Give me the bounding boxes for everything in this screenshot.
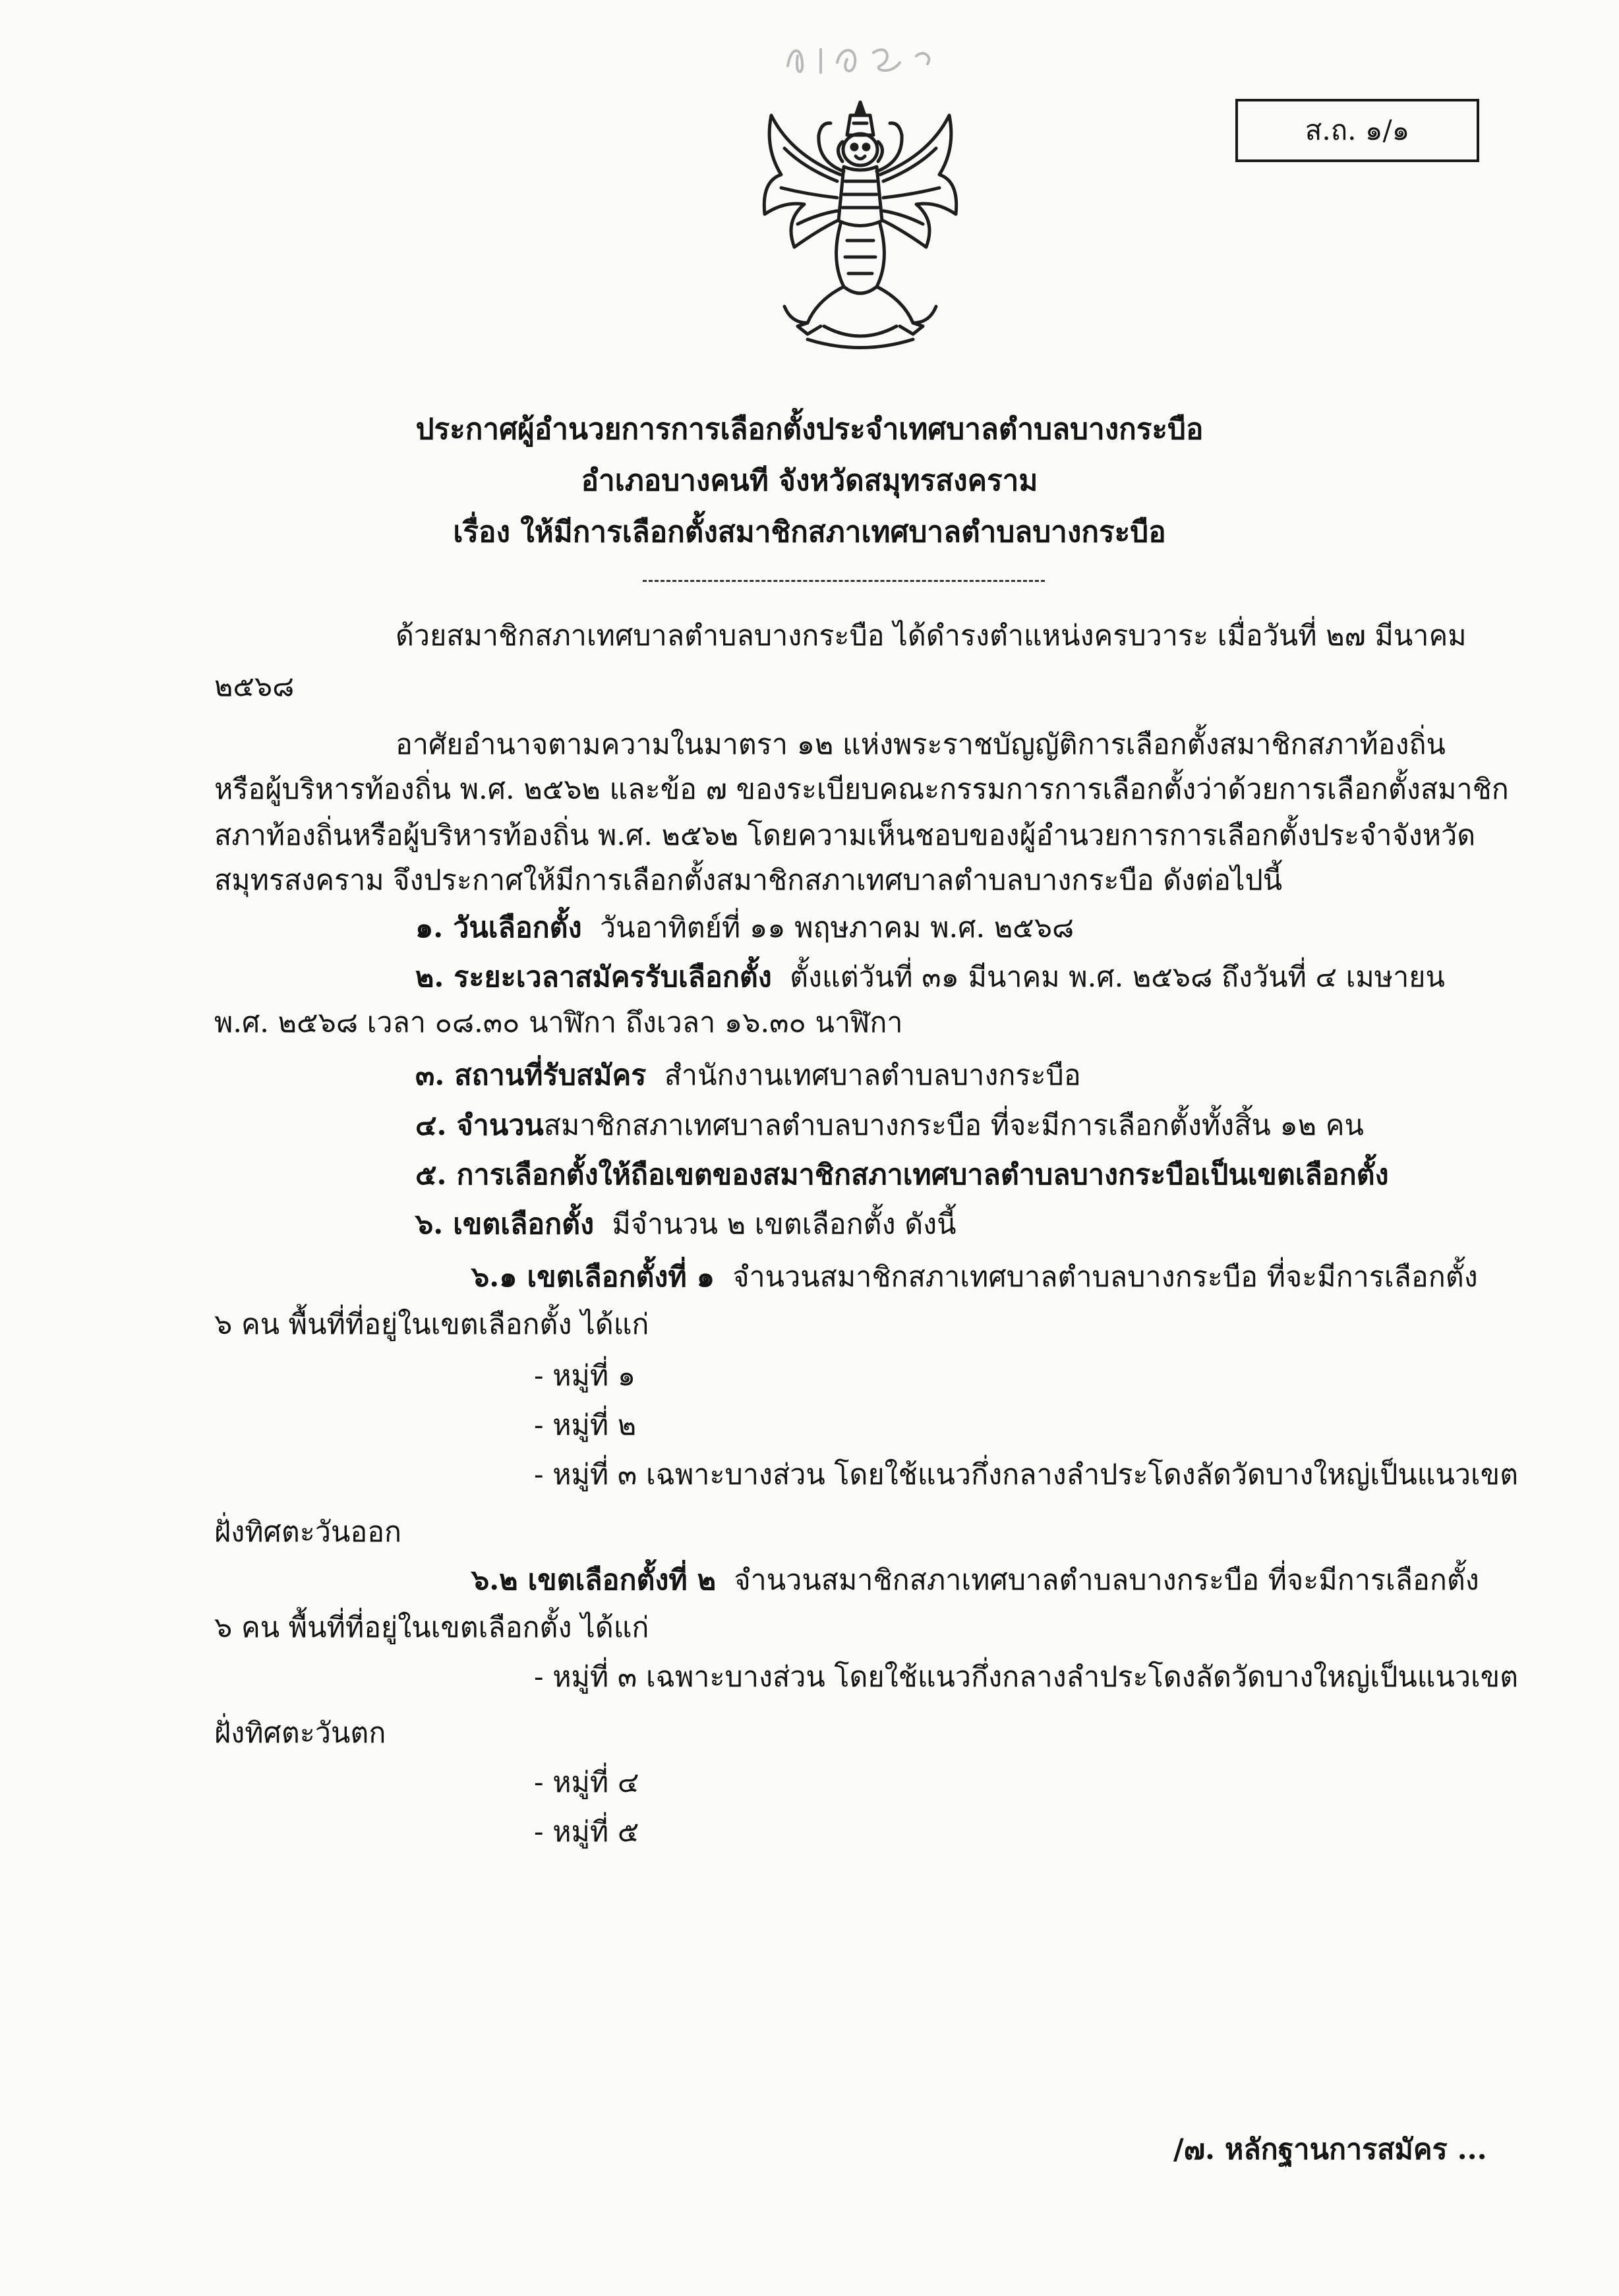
item-6-text: มีจำนวน ๒ เขตเลือกตั้ง ดังนี้ <box>612 1208 957 1241</box>
announcement-title: ประกาศผู้อำนวยการการเลือกตั้งประจำเทศบาลตำบลบางกระบือ <box>415 413 1204 446</box>
paragraph-2-line-1: อาศัยอำนาจตามความในมาตรา ๑๒ แห่งพระราชบัญญัติการเลือกตั้งสมาชิกสภาท้องถิ่น <box>396 728 1446 761</box>
item-3-text: สำนักงานเทศบาลตำบลบางกระบือ <box>664 1059 1081 1092</box>
item-2-continuation: พ.ศ. ๒๕๖๘ เวลา ๐๘.๓๐ นาฬิกา ถึงเวลา ๑๖.๓๐ นาฬิกา <box>214 1006 903 1039</box>
garuda-emblem-icon <box>745 89 976 359</box>
district-2-village-2: - หมู่ที่ ๔ <box>534 1766 639 1799</box>
item-3-label: ๓. สถานที่รับสมัคร <box>415 1059 647 1092</box>
district-2 <box>471 1561 1479 1600</box>
district-1-village-3: - หมู่ที่ ๓ เฉพาะบางส่วน โดยใช้แนวกึ่งกลางลำประโดงลัดวัดบางใหญ่เป็นแนวเขต <box>534 1458 1519 1491</box>
district-2-continuation: ๖ คน พื้นที่ที่อยู่ในเขตเลือกตั้ง ได้แก่ <box>214 1611 649 1644</box>
item-4-text: สมาชิกสภาเทศบาลตำบลบางกระบือ ที่จะมีการเลือกตั้งทั้งสิ้น ๑๒ คน <box>543 1109 1364 1142</box>
title-divider <box>643 580 1045 582</box>
item-2-application-period <box>415 958 1445 997</box>
district-2-village-3: - หมู่ที่ ๕ <box>534 1816 639 1849</box>
paragraph-1-line-2: ๒๕๖๘ <box>214 670 295 703</box>
continuation-note: /๗. หลักฐานการสมัคร ... <box>1173 2133 1487 2166</box>
item-1-text: วันอาทิตย์ที่ ๑๑ พฤษภาคม พ.ศ. ๒๕๖๘ <box>599 911 1074 944</box>
district-1-village-3-continuation: ฝั่งทิศตะวันออก <box>214 1516 402 1549</box>
district-1-village-2: - หมู่ที่ ๒ <box>534 1409 637 1442</box>
item-4-member-count <box>415 1106 1364 1145</box>
form-code-box <box>1235 99 1479 162</box>
district-1 <box>471 1257 1478 1297</box>
item-5-constituency-rule: ๕. การเลือกตั้งให้ถือเขตของสมาชิกสภาเทศบาลตำบลบางกระบือเป็นเขตเลือกตั้ง <box>415 1159 1389 1191</box>
handwritten-mark <box>775 30 946 82</box>
form-code: ส.ถ. ๑/๑ <box>1305 114 1410 146</box>
district-2-village-1-continuation: ฝั่งทิศตะวันตก <box>214 1717 386 1750</box>
item-1-election-date <box>415 908 1074 948</box>
item-6-label: ๖. เขตเลือกตั้ง <box>415 1208 595 1241</box>
item-6-constituencies <box>415 1205 957 1244</box>
district-2-text: จำนวนสมาชิกสภาเทศบาลตำบลบางกระบือ ที่จะมีการเลือกตั้ง <box>734 1564 1479 1597</box>
item-1-label: ๑. วันเลือกตั้ง <box>415 911 582 944</box>
district-2-label: ๖.๒ เขตเลือกตั้งที่ ๒ <box>471 1564 717 1597</box>
district-1-label: ๖.๑ เขตเลือกตั้งที่ ๑ <box>471 1261 715 1294</box>
announcement-subject: เรื่อง ให้มีการเลือกตั้งสมาชิกสภาเทศบาลตำบลบางกระบือ <box>453 515 1166 549</box>
paragraph-2-line-4: สมุทรสงคราม จึงประกาศให้มีการเลือกตั้งสมาชิกสภาเทศบาลตำบลบางกระบือ ดังต่อไปนี้ <box>214 864 1283 897</box>
item-2-label: ๒. ระยะเวลาสมัครรับเลือกตั้ง <box>415 961 772 994</box>
district-1-text: จำนวนสมาชิกสภาเทศบาลตำบลบางกระบือ ที่จะมีการเลือกตั้ง <box>732 1261 1478 1294</box>
paragraph-2-line-2: หรือผู้บริหารท้องถิ่น พ.ศ. ๒๕๖๒ และข้อ ๗ ของระเบียบคณะกรรมการการเลือกตั้งว่าด้วยการเลือกตั้งสมาชิก <box>214 773 1509 806</box>
district-1-continuation: ๖ คน พื้นที่ที่อยู่ในเขตเลือกตั้ง ได้แก่ <box>214 1308 649 1341</box>
item-4-label: ๔. จำนวน <box>415 1109 544 1142</box>
paragraph-1-line-1: ด้วยสมาชิกสภาเทศบาลตำบลบางกระบือ ได้ดำรงตำแหน่งครบวาระ เมื่อวันที่ ๒๗ มีนาคม <box>396 619 1467 652</box>
district-1-village-1: - หมู่ที่ ๑ <box>534 1360 636 1392</box>
district-2-village-1: - หมู่ที่ ๓ เฉพาะบางส่วน โดยใช้แนวกึ่งกลางลำประโดงลัดวัดบางใหญ่เป็นแนวเขต <box>534 1661 1519 1694</box>
item-3-application-venue <box>415 1056 1081 1095</box>
item-2-text: ตั้งแต่วันที่ ๓๑ มีนาคม พ.ศ. ๒๕๖๘ ถึงวันที่ ๔ เมษายน <box>790 961 1445 994</box>
paragraph-2-line-3: สภาท้องถิ่นหรือผู้บริหารท้องถิ่น พ.ศ. ๒๕๖๒ โดยความเห็นชอบของผู้อำนวยการการเลือกตั้งประจำจังหวัด <box>214 819 1476 852</box>
announcement-location: อำเภอบางคนที จังหวัดสมุทรสงคราม <box>581 464 1038 498</box>
